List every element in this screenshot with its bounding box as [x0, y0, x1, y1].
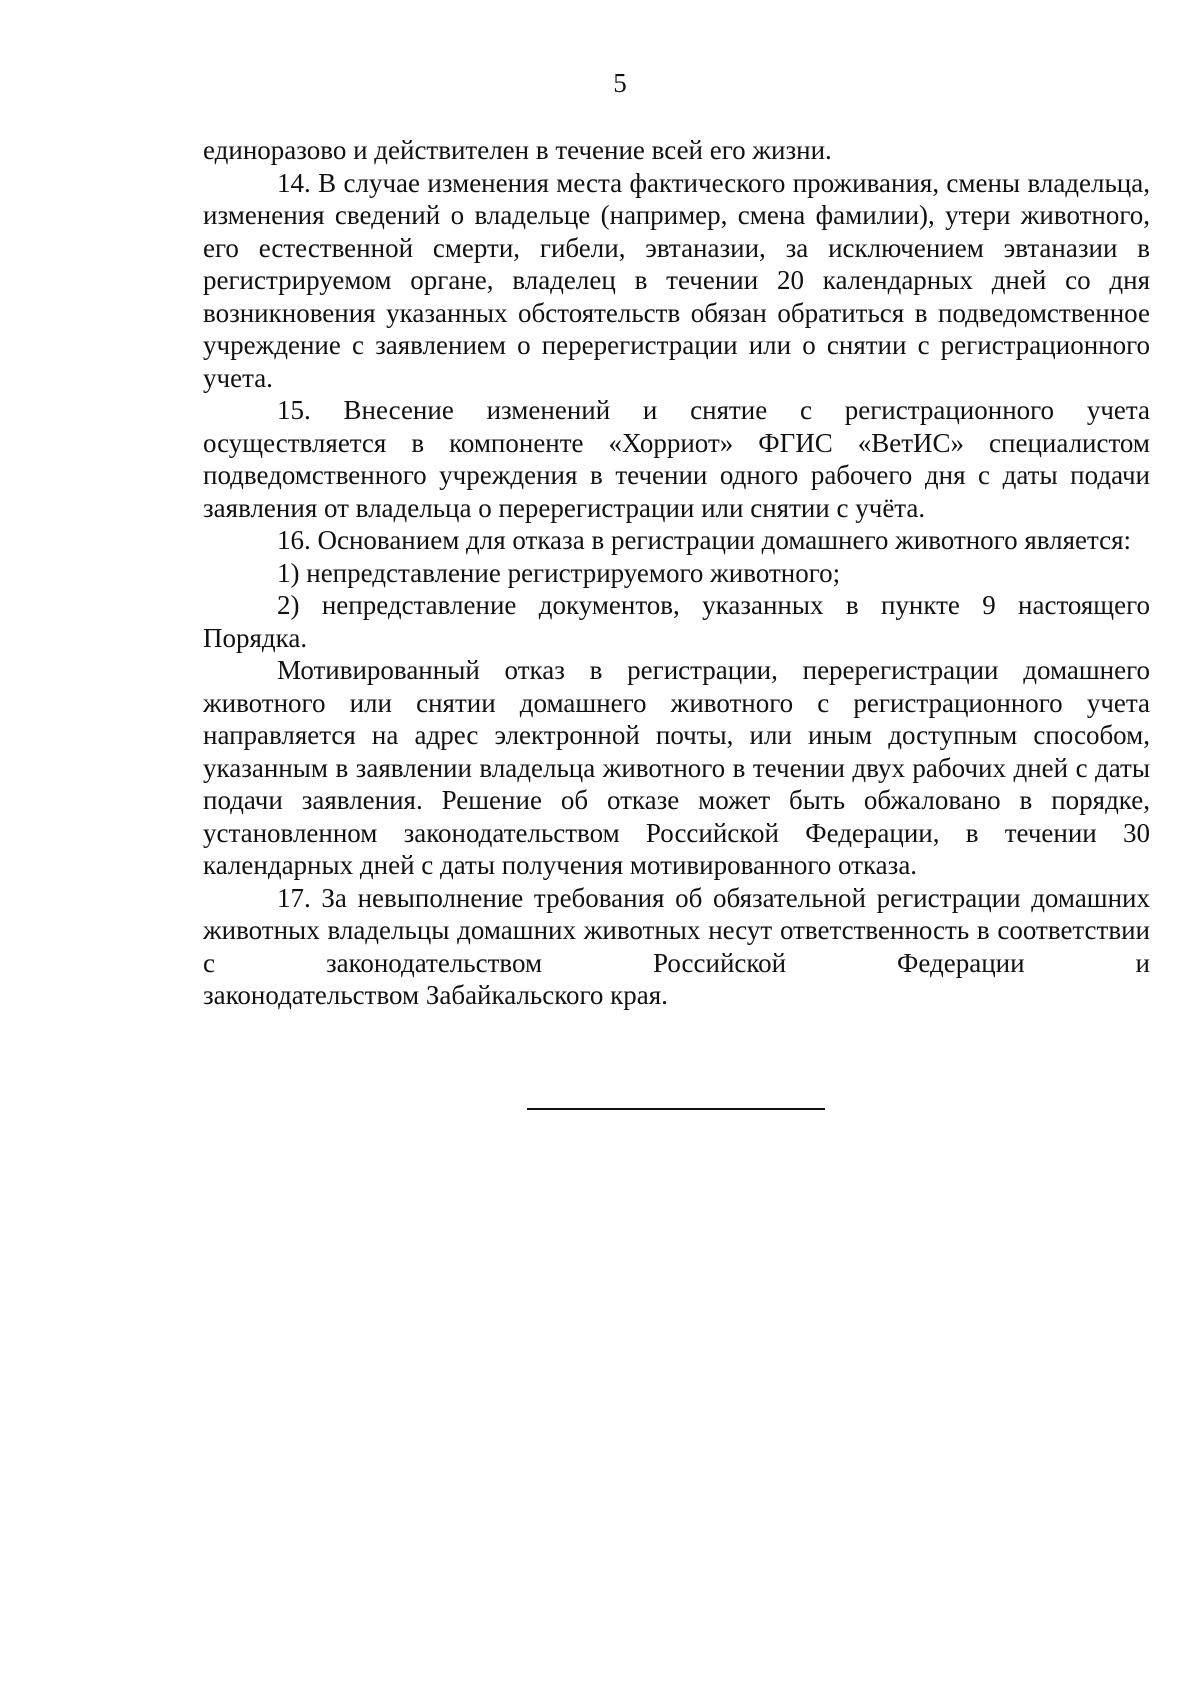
paragraph-16-item-1: 1) непредставление регистрируемого животного;: [277, 557, 841, 588]
paragraph-continuation: единоразово и действителен в течение всей его жизни.: [203, 135, 832, 165]
paragraph-14: 14. В случае изменения места фактического проживания, смены владельца, изменения сведений о владельце (например, смена фамилии), утери животного, его естественной смерти, гибели, эвтаназии, за исключением эвтаназии в регистрируемом органе, владелец в течении 20 календарных дней со дня возникновения указанных обстоятельств обязан обратиться в подведомственное учреждение с заявлением о перерегистрации или о снятии с регистрационного учета.: [203, 167, 1150, 393]
paragraph-17-end: законодательством Забайкальского края.: [203, 980, 668, 1010]
document-body: [203, 134, 1150, 1012]
paragraph-16: 16. Основанием для отказа в регистрации домашнего животного является:: [277, 525, 1132, 555]
paragraph-17: 17. За невыполнение требования об обязательной регистрации домашних животных владельцы домашних животных несут ответственность в соответствии с законодательством Российской Федерации и: [203, 882, 1150, 978]
paragraph-motivated-refusal: Мотивированный отказ в регистрации, перерегистрации домашнего животного или снятии домашнего животного с регистрационного учета направляется на адрес электронной почты, или иным доступным способом, указанным в заявлении владельца животного в течении двух рабочих дней с даты подачи заявления. Решение об отказе может быть обжаловано в порядке, установленном законодательством Российской Федерации, в течении 30 календарных дней с даты получения мотивированного отказа.: [203, 655, 1150, 880]
page-number: 5: [613, 68, 627, 98]
paragraph-16-item-2: 2) непредставление документов, указанных в пункте 9 настоящего Порядка.: [203, 590, 1150, 653]
paragraph-15: 15. Внесение изменений и снятие с регистрационного учета осуществляется в компоненте «Хорриот» ФГИС «ВетИС» специалистом подведомственного учреждения в течении одного рабочего дня с даты подачи заявления от владельца о перерегистрации или снятии с учёта.: [203, 395, 1150, 523]
closing-separator-line: [527, 1108, 825, 1110]
